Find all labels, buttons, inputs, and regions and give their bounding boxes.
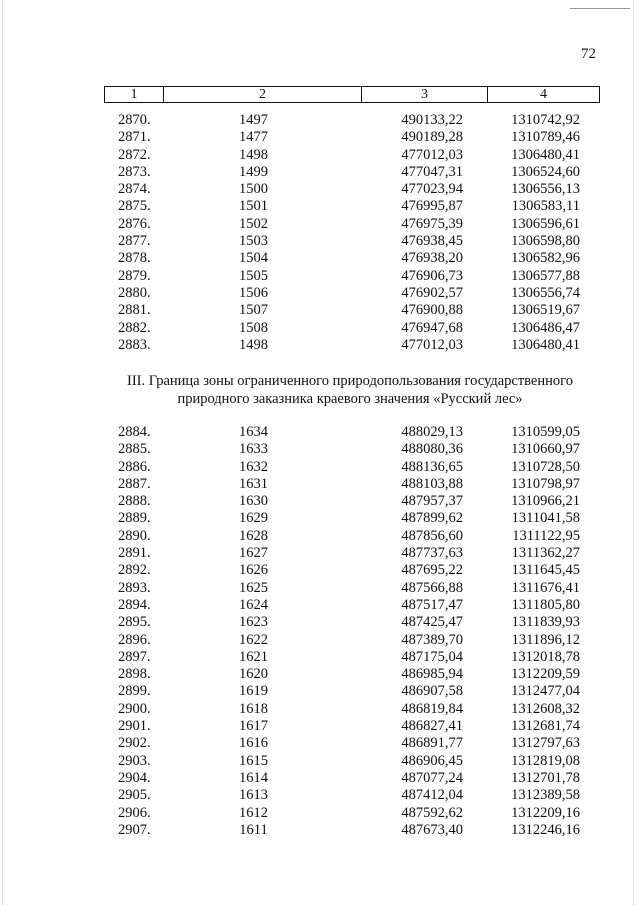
- coord-x: 488103,88: [401, 475, 463, 492]
- point-id: 1503: [239, 233, 268, 250]
- coord-x: 487175,04: [401, 648, 463, 665]
- coord-y: 1306524,60: [511, 163, 580, 180]
- table-row: [0, 787, 640, 804]
- table-row: [0, 337, 640, 354]
- point-id: 1497: [239, 112, 268, 128]
- table-row: [0, 510, 640, 527]
- table-row: [0, 302, 640, 319]
- point-id: 1613: [239, 787, 268, 804]
- coord-y: 1306480,41: [511, 336, 580, 353]
- table-row: [0, 112, 640, 129]
- coord-x: 487592,62: [401, 804, 463, 821]
- row-number: 2894.: [118, 596, 151, 613]
- coord-y: 1311839,93: [511, 614, 580, 631]
- coord-y: 1306598,80: [511, 233, 580, 250]
- coord-y: 1312681,74: [511, 718, 580, 735]
- table-row: [0, 822, 640, 839]
- coord-y: 1312246,16: [511, 821, 580, 838]
- coord-x: 487077,24: [401, 769, 463, 786]
- coord-y: 1306583,11: [511, 198, 580, 215]
- coord-y: 1311362,27: [511, 545, 580, 562]
- coord-x: 488080,36: [401, 441, 463, 458]
- coord-y: 1311805,80: [511, 596, 580, 613]
- row-number: 2879.: [118, 267, 151, 284]
- row-number: 2872.: [118, 146, 151, 163]
- row-number: 2884.: [118, 424, 151, 440]
- coord-x: 477012,03: [401, 146, 463, 163]
- coord-x: 476906,73: [401, 267, 463, 284]
- table-row: [0, 649, 640, 666]
- header-cell-1: 1: [105, 87, 164, 102]
- coord-x: 476938,45: [401, 233, 463, 250]
- coord-y: 1310789,46: [511, 129, 580, 146]
- row-number: 2877.: [118, 233, 151, 250]
- coord-y: 1312797,63: [511, 735, 580, 752]
- coord-x: 486907,58: [401, 683, 463, 700]
- row-number: 2890.: [118, 527, 151, 544]
- point-id: 1507: [239, 302, 268, 319]
- row-number: 2888.: [118, 493, 151, 510]
- row-number: 2902.: [118, 735, 151, 752]
- header-cell-4: 4: [540, 87, 547, 102]
- row-number: 2901.: [118, 718, 151, 735]
- point-id: 1501: [239, 198, 268, 215]
- table-row: [0, 614, 640, 631]
- row-number: 2881.: [118, 302, 151, 319]
- header-cell-3: 3: [362, 87, 488, 102]
- coord-x: 487856,60: [401, 527, 463, 544]
- point-id: 1632: [239, 458, 268, 475]
- point-id: 1630: [239, 493, 268, 510]
- point-id: 1505: [239, 267, 268, 284]
- point-id: 1502: [239, 215, 268, 232]
- table-row: [0, 666, 640, 683]
- coord-x: 487957,37: [401, 493, 463, 510]
- coord-x: 487425,47: [401, 614, 463, 631]
- coord-y: 1306556,13: [511, 181, 580, 198]
- point-id: 1615: [239, 752, 268, 769]
- coord-y: 1312209,16: [511, 804, 580, 821]
- row-number: 2871.: [118, 129, 151, 146]
- row-number: 2891.: [118, 545, 151, 562]
- coord-y: 1306486,47: [511, 319, 580, 336]
- table-row: [0, 701, 640, 718]
- table-row: [0, 735, 640, 752]
- point-id: 1628: [239, 527, 268, 544]
- point-id: 1617: [239, 718, 268, 735]
- point-id: 1633: [239, 441, 268, 458]
- coord-y: 1311041,58: [511, 510, 580, 527]
- point-id: 1508: [239, 319, 268, 336]
- section-title-line-2: природного заказника краевого значения «Русский лес»: [177, 391, 523, 407]
- page-number: 72: [581, 46, 596, 62]
- coord-y: 1306596,61: [511, 215, 580, 232]
- point-id: 1621: [239, 648, 268, 665]
- coord-x: 487737,63: [401, 545, 463, 562]
- table-row: [0, 459, 640, 476]
- table-row: [0, 476, 640, 493]
- point-id: 1624: [239, 596, 268, 613]
- coord-x: 486985,94: [401, 666, 463, 683]
- coord-y: 1312608,32: [511, 700, 580, 717]
- table-row: [0, 441, 640, 458]
- coord-x: 477023,94: [401, 181, 463, 198]
- table-row: [0, 320, 640, 337]
- row-number: 2880.: [118, 284, 151, 301]
- point-id: 1506: [239, 284, 268, 301]
- coord-x: 487517,47: [401, 596, 463, 613]
- table-section-2: [0, 424, 640, 839]
- coord-x: 487566,88: [401, 579, 463, 596]
- table-row: [0, 268, 640, 285]
- table-row: [0, 233, 640, 250]
- coord-x: 486906,45: [401, 752, 463, 769]
- table-row: [0, 718, 640, 735]
- coord-y: 1311122,95: [512, 527, 580, 544]
- coord-y: 1310599,05: [511, 424, 580, 440]
- coord-y: 1311645,45: [511, 562, 580, 579]
- row-number: 2885.: [118, 441, 151, 458]
- coord-x: 476938,20: [401, 250, 463, 267]
- header-cell-2: 2: [164, 87, 362, 102]
- row-number: 2876.: [118, 215, 151, 232]
- coord-y: 1312819,08: [511, 752, 580, 769]
- coord-x: 477047,31: [401, 163, 463, 180]
- table-row: [0, 285, 640, 302]
- coord-x: 487695,22: [401, 562, 463, 579]
- coord-y: 1310966,21: [511, 493, 580, 510]
- coord-y: 1306556,74: [511, 284, 580, 301]
- table-row: [0, 562, 640, 579]
- coord-y: 1311896,12: [511, 631, 580, 648]
- coord-x: 487673,40: [401, 821, 463, 838]
- table-row: [0, 181, 640, 198]
- row-number: 2874.: [118, 181, 151, 198]
- row-number: 2900.: [118, 700, 151, 717]
- coord-x: 488136,65: [401, 458, 463, 475]
- row-number: 2886.: [118, 458, 151, 475]
- coord-x: 476995,87: [401, 198, 463, 215]
- row-number: 2906.: [118, 804, 151, 821]
- coord-y: 1310728,50: [511, 458, 580, 475]
- coord-y: 1306480,41: [511, 146, 580, 163]
- table-section-1: [0, 112, 640, 354]
- row-number: 2875.: [118, 198, 151, 215]
- point-id: 1618: [239, 700, 268, 717]
- point-id: 1616: [239, 735, 268, 752]
- table-row: [0, 683, 640, 700]
- row-number: 2892.: [118, 562, 151, 579]
- coord-x: 476902,57: [401, 284, 463, 301]
- point-id: 1498: [239, 146, 268, 163]
- row-number: 2883.: [118, 336, 151, 353]
- row-number: 2882.: [118, 319, 151, 336]
- coord-y: 1306577,88: [511, 267, 580, 284]
- coord-x: 487389,70: [401, 631, 463, 648]
- table-row: [0, 216, 640, 233]
- coord-x: 486891,77: [401, 735, 463, 752]
- coord-y: 1310798,97: [511, 475, 580, 492]
- coord-y: 1306519,67: [511, 302, 580, 319]
- coord-x: 476975,39: [401, 215, 463, 232]
- table-row: [0, 805, 640, 822]
- table-row: [0, 580, 640, 597]
- table-row: [0, 545, 640, 562]
- point-id: 1619: [239, 683, 268, 700]
- row-number: 2889.: [118, 510, 151, 527]
- row-number: 2903.: [118, 752, 151, 769]
- table-row: [0, 753, 640, 770]
- row-number: 2887.: [118, 475, 151, 492]
- row-number: 2905.: [118, 787, 151, 804]
- point-id: 1499: [239, 163, 268, 180]
- coord-x: 486819,84: [401, 700, 463, 717]
- row-number: 2895.: [118, 614, 151, 631]
- coord-y: 1311676,41: [511, 579, 580, 596]
- coord-y: 1310660,97: [511, 441, 580, 458]
- coord-x: 477012,03: [401, 336, 463, 353]
- table-row: [0, 424, 640, 441]
- table-row: [0, 493, 640, 510]
- table-row: [0, 147, 640, 164]
- row-number: 2873.: [118, 163, 151, 180]
- coord-x: 490189,28: [401, 129, 463, 146]
- table-row: [0, 597, 640, 614]
- table-row: [0, 129, 640, 146]
- point-id: 1623: [239, 614, 268, 631]
- point-id: 1634: [239, 424, 268, 440]
- table-row: [0, 632, 640, 649]
- point-id: 1614: [239, 769, 268, 786]
- section-title-line-1: III. Граница зоны ограниченного природопользования государственного: [127, 373, 573, 389]
- coord-y: 1312701,78: [511, 769, 580, 786]
- point-id: 1612: [239, 804, 268, 821]
- row-number: 2904.: [118, 769, 151, 786]
- coord-y: 1312018,78: [511, 648, 580, 665]
- coord-y: 1312209,59: [511, 666, 580, 683]
- coord-x: 487412,04: [401, 787, 463, 804]
- coord-x: 490133,22: [401, 112, 463, 128]
- row-number: 2893.: [118, 579, 151, 596]
- section-title: [90, 372, 610, 408]
- row-number: 2896.: [118, 631, 151, 648]
- row-number: 2870.: [118, 112, 151, 128]
- point-id: 1504: [239, 250, 268, 267]
- coord-x: 487899,62: [401, 510, 463, 527]
- coord-y: 1306582,96: [511, 250, 580, 267]
- scan-mark: [570, 8, 630, 9]
- point-id: 1477: [239, 129, 268, 146]
- point-id: 1626: [239, 562, 268, 579]
- coord-x: 476947,68: [401, 319, 463, 336]
- table-row: [0, 198, 640, 215]
- coord-y: 1312477,04: [511, 683, 580, 700]
- coord-x: 476900,88: [401, 302, 463, 319]
- point-id: 1627: [239, 545, 268, 562]
- table-row: [0, 770, 640, 787]
- coord-y: 1312389,58: [511, 787, 580, 804]
- coord-x: 488029,13: [401, 424, 463, 440]
- coord-x: 486827,41: [401, 718, 463, 735]
- point-id: 1625: [239, 579, 268, 596]
- table-row: [0, 164, 640, 181]
- point-id: 1620: [239, 666, 268, 683]
- point-id: 1611: [239, 821, 268, 838]
- table-row: [0, 528, 640, 545]
- row-number: 2899.: [118, 683, 151, 700]
- coord-y: 1310742,92: [511, 112, 580, 128]
- table-row: [0, 250, 640, 267]
- point-id: 1631: [239, 475, 268, 492]
- point-id: 1622: [239, 631, 268, 648]
- row-number: 2907.: [118, 821, 151, 838]
- row-number: 2878.: [118, 250, 151, 267]
- table-header: [104, 86, 600, 103]
- point-id: 1500: [239, 181, 268, 198]
- row-number: 2898.: [118, 666, 151, 683]
- point-id: 1498: [239, 336, 268, 353]
- row-number: 2897.: [118, 648, 151, 665]
- point-id: 1629: [239, 510, 268, 527]
